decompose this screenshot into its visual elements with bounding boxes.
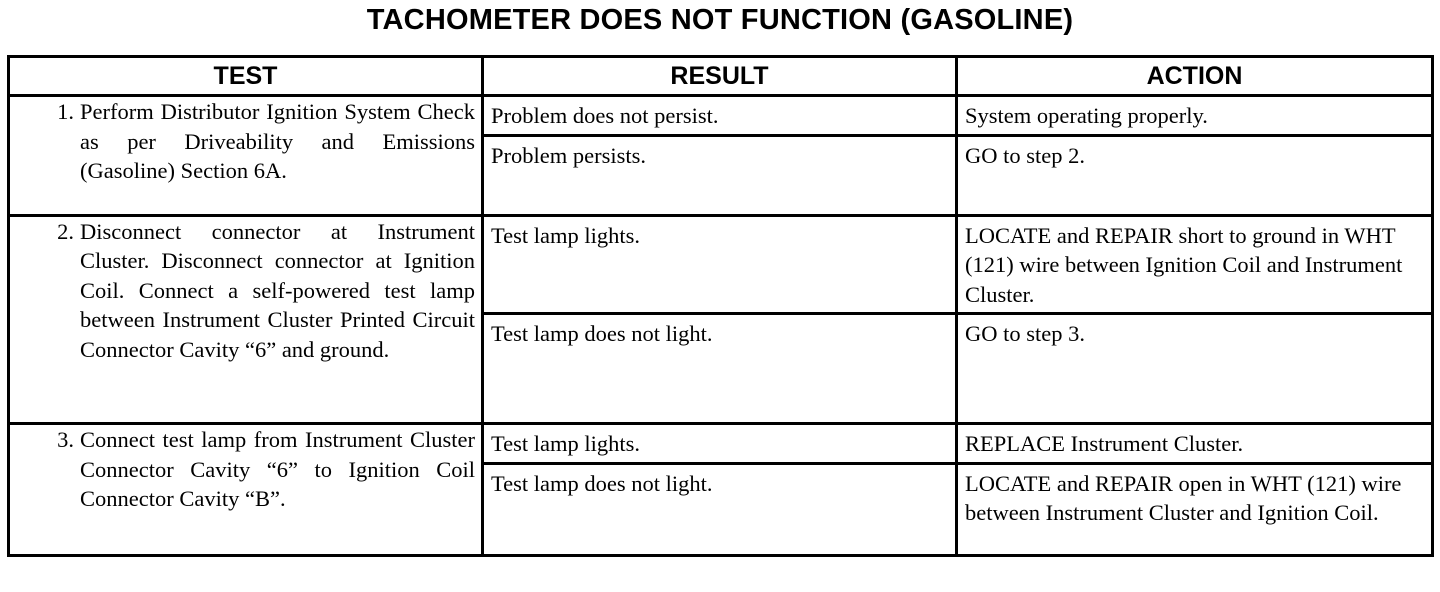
action-cell: GO to step 3.	[957, 314, 1433, 424]
step-test-text: Connect test lamp from Instrument Cluster Connector Cavity “6” to Ignition Coil Connector Cavity “B”.	[80, 427, 475, 511]
step-test-text: Disconnect connector at Instrument Cluster. Disconnect connector at Ignition Coil. Connect a self-powered test lamp between Instrument Cluster Printed Circuit Connector Cavity “6” and ground.	[80, 218, 475, 362]
result-cell: Test lamp lights.	[483, 424, 957, 464]
action-cell: REPLACE Instrument Cluster.	[957, 424, 1433, 464]
table-row	[9, 424, 1433, 464]
result-cell: Problem persists.	[483, 135, 957, 215]
test-cell-step-3	[9, 424, 483, 556]
result-cell: Test lamp does not light.	[483, 463, 957, 555]
table-row	[9, 215, 1433, 314]
header-test: TEST	[9, 57, 483, 96]
result-cell: Test lamp lights.	[483, 215, 957, 314]
test-cell-step-2	[9, 215, 483, 424]
action-cell: GO to step 2.	[957, 135, 1433, 215]
action-cell: LOCATE and REPAIR short to ground in WHT (121) wire between Ignition Coil and Instrument Cluster.	[957, 215, 1433, 314]
result-cell: Test lamp does not light.	[483, 314, 957, 424]
header-action: ACTION	[957, 57, 1433, 96]
page-title: TACHOMETER DOES NOT FUNCTION (GASOLINE)	[366, 4, 1074, 36]
step-number: 2.	[57, 218, 74, 244]
action-cell: LOCATE and REPAIR open in WHT (121) wire between Instrument Cluster and Ignition Coil.	[957, 463, 1433, 555]
header-row	[9, 57, 1433, 96]
header-result: RESULT	[483, 57, 957, 96]
action-cell: System operating properly.	[957, 96, 1433, 136]
step-number: 1.	[57, 99, 74, 124]
table-row	[9, 96, 1433, 136]
step-number: 3.	[57, 427, 74, 452]
diagnostic-table	[7, 55, 1434, 557]
result-cell: Problem does not persist.	[483, 96, 957, 136]
step-test-text: Perform Distributor Ignition System Check as per Driveability and Emissions (Gasoline) Section 6A.	[80, 99, 475, 183]
test-cell-step-1	[9, 96, 483, 216]
